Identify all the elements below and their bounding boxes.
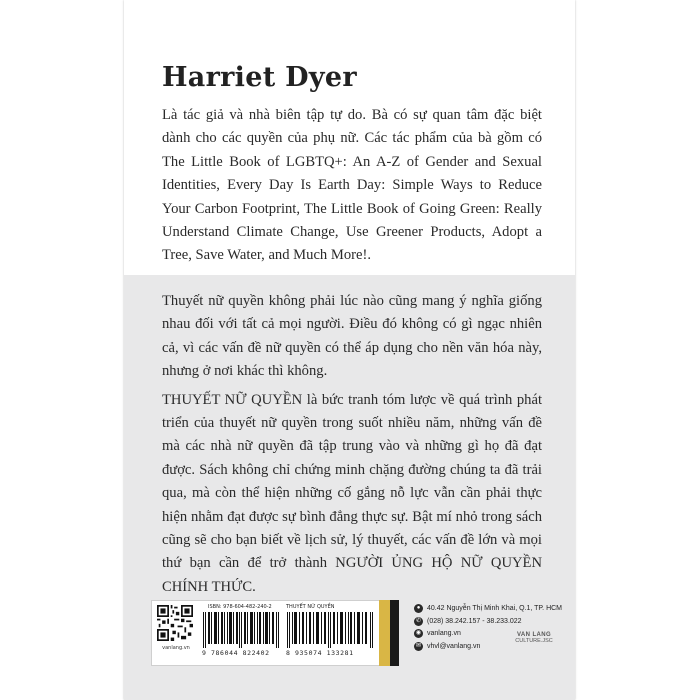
- contact-website: ◉ vanlang.vn: [415, 630, 461, 637]
- phone-icon: ✆: [415, 617, 422, 624]
- publisher-logo: [508, 632, 560, 644]
- author-section: [124, 0, 575, 275]
- description-paragraph-2: THUYẾT NỮ QUYỀN là bức tranh tóm lược về quá trình phát triển của thuyết nữ quyền trong suốt nhiều năm, những vấn đề mà các nhà nữ quyền đã tập trung vào và những gì họ đã đạt được. Sách không chỉ chứng minh chặng đường chúng ta đã trải qua, mà còn thể hiện những cố gắng nỗ lực vẫn cần phải thực hiện nhằm đạt được sự bình đẳng thực sự. Bật mí nhỏ trong sách cũng sẽ cho bạn biết về lịch sử, lý thuyết, các vấn đề lớn và mọi thứ bạn cần để trở thành NGƯỜI ỦNG HỘ NỮ QUYỀN CHÍNH THỨC.: [162, 391, 542, 595]
- author-bio: Là tác giả và nhà biên tập tự do. Bà có sự quan tâm đặc biệt dành cho các quyền của phụ nữ. Các tác phẩm của bà gồm có The Little Book of LGBTQ+: An A-Z of Gender and Sexual Identities, Every Day Is Earth Day: Simple Ways to Reduce Your Carbon Footprint, The Little Book of Going Green: Really Understand Climate Change, Use Greener Products, Adopt a Tree, Save Water, and Much More!.: [162, 107, 542, 264]
- publisher-logo-subtitle: CULTURE.JSC: [515, 638, 553, 644]
- product-barcode-number: 8 935074 133281: [286, 649, 354, 657]
- contact-phone: ✆ (028) 38.242.157 - 38.233.022: [415, 617, 522, 625]
- contact-address: ● 40.42 Nguyễn Thị Minh Khai, Q.1, TP. HCM: [414, 604, 574, 615]
- barcode-title-label: THUYẾT NỮ QUYỀN: [286, 604, 335, 610]
- isbn-barcode: [202, 612, 280, 648]
- black-color-block: [390, 600, 399, 666]
- qr-caption: vanlang.vn: [162, 645, 190, 651]
- codes-box: [151, 600, 381, 666]
- publisher-logo-name: VAN LANG: [516, 632, 552, 638]
- publisher-contacts: [414, 604, 574, 654]
- book-back-cover: [124, 0, 575, 700]
- product-barcode: [286, 612, 374, 648]
- email-icon: ✉: [415, 642, 422, 649]
- qr-code: [157, 605, 193, 641]
- description-paragraph-1: Thuyết nữ quyền không phải lúc nào cũng mang ý nghĩa giống nhau đối với tất cả mọi người. Điều đó không có gì ngạc nhiên cả, vì các vấn đề nữ quyền có thể áp dụng cho nền văn hóa này, nhưng ở nơi khác thì không.: [162, 293, 542, 380]
- isbn-barcode-number: 9 786044 822402: [202, 649, 270, 657]
- cover-footer: [124, 596, 575, 676]
- yellow-color-block: [379, 600, 390, 666]
- globe-icon: ◉: [415, 630, 422, 636]
- contact-email: ✉ vhvl@vanlang.vn: [415, 642, 481, 650]
- location-icon: ●: [414, 604, 423, 613]
- book-description: [162, 290, 542, 604]
- author-name: Harriet Dyer: [162, 62, 357, 93]
- isbn-label: ISBN: 978-604-482-240-2: [208, 604, 272, 610]
